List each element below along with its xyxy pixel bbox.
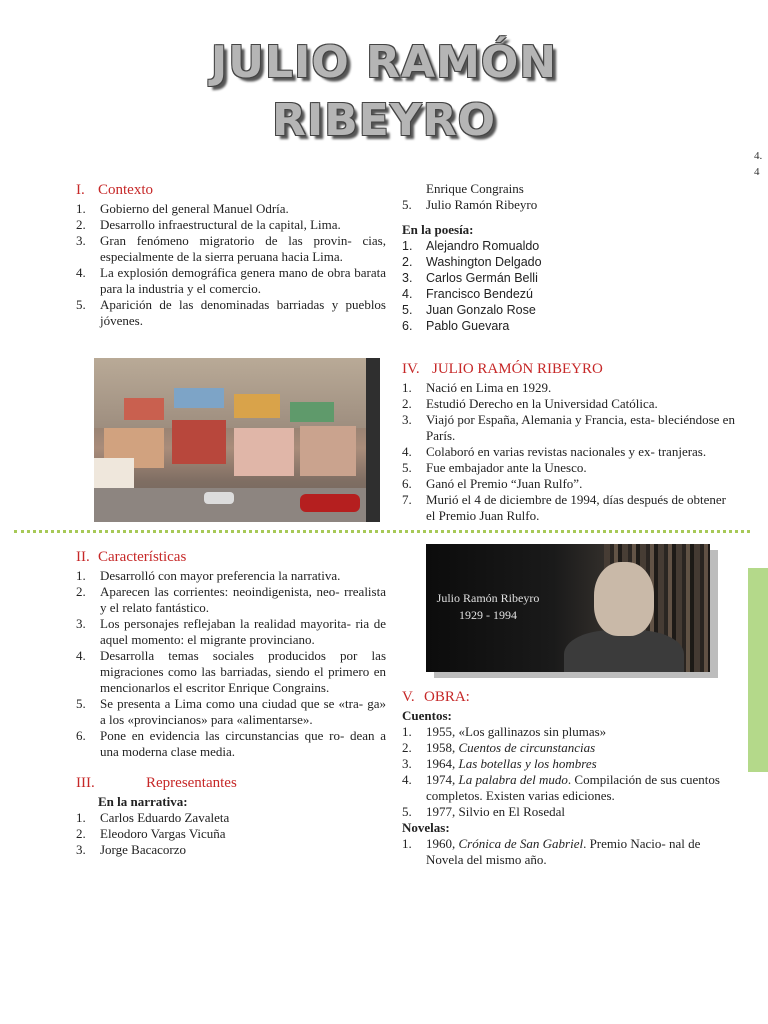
list-item: 3. Carlos Germán Belli bbox=[402, 271, 538, 285]
list-item: 1. 1960, Crónica de San Gabriel. Premio Nacio- nal de Novela del mismo año. bbox=[402, 836, 701, 867]
list-item: 1. Nació en Lima en 1929. bbox=[402, 380, 552, 395]
list-item: 4. Desarrolla temas sociales producidos por las migraciones como las barriadas, siendo el primero en mencionarlos el escritor Enrique Congrains. bbox=[76, 648, 386, 695]
cuentos-list bbox=[402, 724, 738, 820]
narrativa-list bbox=[76, 810, 386, 858]
list-item: 6. Pone en evidencia las circunstancias que ro- dean a una moderna clase media. bbox=[76, 728, 386, 759]
contexto-list bbox=[76, 201, 386, 329]
poesia-list bbox=[402, 238, 738, 334]
list-item: 2. Washington Delgado bbox=[402, 255, 542, 269]
list-item: 5. Julio Ramón Ribeyro bbox=[402, 197, 538, 212]
list-item: 3. Viajó por España, Alemania y Francia, esta- bleciéndose en París. bbox=[402, 412, 735, 443]
novelas-list bbox=[402, 836, 738, 868]
list-item: 1. Desarrolló con mayor preferencia la narrativa. bbox=[76, 568, 341, 583]
section-caracteristicas bbox=[76, 548, 386, 858]
section-heading: V. OBRA: bbox=[402, 689, 470, 705]
subheading-poesia: En la poesía: bbox=[402, 222, 474, 237]
house-shape bbox=[234, 428, 294, 476]
list-item: 5. Se presenta a Lima como una ciudad que se «tra- ga» a los «provincianos» para «alimentarse». bbox=[76, 696, 386, 727]
section-obra bbox=[402, 688, 738, 868]
side-tab bbox=[748, 568, 768, 772]
barriadas-photo bbox=[94, 358, 366, 522]
list-item: 4. Francisco Bendezú bbox=[402, 287, 534, 301]
house-shape bbox=[290, 402, 334, 422]
house-shape bbox=[174, 388, 224, 408]
subheading-novelas: Novelas: bbox=[402, 820, 450, 835]
house-shape bbox=[172, 420, 226, 464]
list-item: 5. Aparición de las denominadas barriadas y pueblos jóvenes. bbox=[76, 297, 386, 328]
list-item: 1. Carlos Eduardo Zavaleta bbox=[76, 810, 230, 825]
dotted-divider bbox=[14, 530, 750, 533]
list-item: 2. Eleodoro Vargas Vicuña bbox=[76, 826, 226, 841]
house-shape bbox=[124, 398, 164, 420]
ribeyro-list bbox=[402, 380, 738, 524]
list-item: 4. La explosión demográfica genera mano de obra barata para la industria y el comercio. bbox=[76, 265, 386, 296]
house-shape bbox=[234, 394, 280, 418]
car-shape bbox=[204, 492, 234, 504]
title-line-2: RIBEYRO bbox=[272, 95, 496, 146]
list-item-continued: Enrique Congrains bbox=[426, 181, 524, 196]
list-item: 5. 1977, Silvio en El Rosedal bbox=[402, 804, 566, 819]
car-shape bbox=[300, 494, 360, 512]
list-item: 2. Estudió Derecho en la Universidad Católica. bbox=[402, 396, 658, 411]
list-item: 2. Aparecen las corrientes: neoindigenista, neo- rrealista y el relato fantástico. bbox=[76, 584, 386, 615]
subheading-narrativa: En la narrativa: bbox=[98, 794, 188, 809]
house-shape bbox=[300, 426, 356, 476]
section-ribeyro bbox=[402, 360, 738, 524]
list-item: 6. Pablo Guevara bbox=[402, 319, 510, 333]
ribeyro-portrait-photo bbox=[426, 544, 710, 672]
list-item: 2. 1958, Cuentos de circunstancias bbox=[402, 740, 596, 755]
section-heading: II. Características bbox=[76, 549, 187, 565]
page-title bbox=[0, 34, 768, 150]
narrativa-list-cont bbox=[402, 197, 738, 213]
list-item: 5. Fue embajador ante la Unesco. bbox=[402, 460, 587, 475]
list-item: 3. Gran fenómeno migratorio de las provin- cias, especialmente de la sierra peruana hacia Lima. bbox=[76, 233, 386, 264]
edge-number-2: 4 bbox=[754, 166, 760, 178]
title-line-1: JULIO RAMÓN bbox=[210, 37, 558, 88]
section-representantes-cont bbox=[402, 181, 738, 334]
list-item: 1. 1955, «Los gallinazos sin plumas» bbox=[402, 724, 607, 739]
list-item: 2. Desarrollo infraestructural de la capital, Lima. bbox=[76, 217, 341, 232]
portrait-body-shape bbox=[564, 630, 684, 672]
list-item: 3. Jorge Bacacorzo bbox=[76, 842, 187, 857]
section-heading: IV. JULIO RAMÓN RIBEYRO bbox=[402, 361, 603, 377]
list-item: 5. Juan Gonzalo Rose bbox=[402, 303, 536, 317]
photo-caption bbox=[426, 590, 550, 624]
list-item: 3. 1964, Las botellas y los hombres bbox=[402, 756, 597, 771]
section-heading-representantes: III. Representantes bbox=[76, 775, 237, 791]
list-item: 1. Alejandro Romualdo bbox=[402, 239, 540, 253]
list-item: 3. Los personajes reflejaban la realidad mayorita- ria de aquel momento: el migrante provinciano. bbox=[76, 616, 386, 647]
list-item: 4. 1974, La palabra del mudo. Compilación de sus cuentos completos. Existen varias ediciones. bbox=[402, 772, 720, 803]
list-item: 1. Gobierno del general Manuel Odría. bbox=[76, 201, 289, 216]
portrait-face-shape bbox=[594, 562, 654, 636]
list-item: 6. Ganó el Premio “Juan Rulfo”. bbox=[402, 476, 583, 491]
edge-number-1: 4. bbox=[754, 150, 763, 162]
list-item: 7. Murió el 4 de diciembre de 1994, días después de obtener el Premio Juan Rulfo. bbox=[402, 492, 726, 523]
caracteristicas-list bbox=[76, 568, 386, 760]
caption-name: Julio Ramón Ribeyro bbox=[436, 591, 540, 605]
section-contexto bbox=[76, 181, 386, 329]
list-item: 4. Colaboró en varias revistas nacionales y ex- tranjeras. bbox=[402, 444, 707, 459]
subheading-cuentos: Cuentos: bbox=[402, 708, 452, 723]
section-heading: I. Contexto bbox=[76, 182, 153, 198]
caption-years: 1929 - 1994 bbox=[459, 608, 517, 622]
